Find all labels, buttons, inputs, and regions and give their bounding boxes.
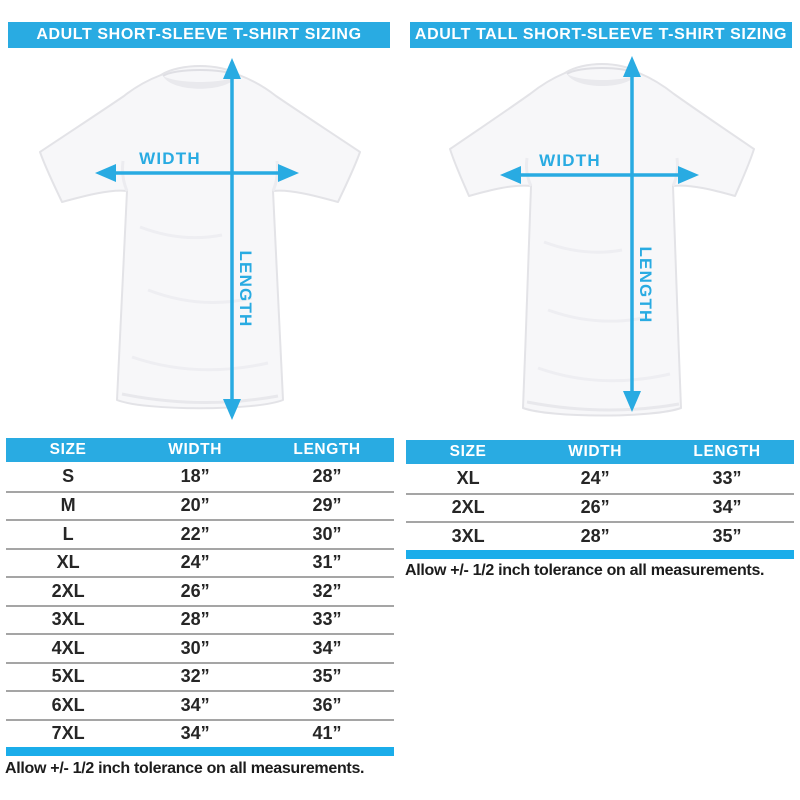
table-cell: 4XL	[51, 637, 85, 658]
tolerance-note: Allow +/- 1/2 inch tolerance on all measurements.	[5, 760, 365, 777]
table-row	[6, 662, 394, 691]
tolerance-note: Allow +/- 1/2 inch tolerance on all measurements.	[405, 562, 765, 579]
tshirt-shape	[40, 66, 360, 408]
table-cell: 26”	[180, 580, 210, 601]
table-cell: XL	[456, 467, 480, 488]
table-cell: M	[60, 495, 76, 516]
table-cell: 34”	[180, 694, 210, 715]
table-cell: 34”	[180, 723, 210, 744]
table-cell: XL	[56, 552, 80, 573]
width-label: WIDTH	[539, 151, 601, 170]
width-label: WIDTH	[139, 149, 201, 168]
table-cell: 18”	[180, 465, 210, 486]
table-cell: 28”	[580, 525, 610, 546]
tshirt-photo-regular	[10, 52, 390, 432]
table-row	[6, 719, 394, 748]
table-cell: 32”	[180, 666, 210, 687]
table-row	[406, 521, 794, 550]
table-body	[406, 464, 794, 550]
size-table-regular	[6, 438, 394, 756]
table-cell: 30”	[312, 523, 342, 544]
table-cell: 34”	[712, 497, 742, 518]
table-bottom-bar	[406, 550, 794, 559]
table-cell: 7XL	[51, 723, 85, 744]
table-cell: 24”	[580, 467, 610, 488]
table-cell: 5XL	[51, 666, 85, 687]
table-cell: 24”	[180, 552, 210, 573]
table-cell: 20”	[180, 495, 210, 516]
table-cell: 28”	[312, 465, 342, 486]
table-cell: 26”	[580, 497, 610, 518]
tshirt-photo-tall	[412, 52, 792, 436]
table-cell: 2XL	[51, 580, 85, 601]
table-cell: 31”	[312, 552, 342, 573]
table-cell: 3XL	[51, 609, 85, 630]
length-label: LENGTH	[236, 250, 255, 328]
column-header: WIDTH	[168, 441, 223, 458]
table-cell: 33”	[712, 467, 742, 488]
table-row	[6, 548, 394, 577]
table-row	[406, 493, 794, 522]
table-header-row	[6, 438, 394, 462]
table-cell: 22”	[180, 523, 210, 544]
table-row	[6, 462, 394, 491]
length-label: LENGTH	[636, 246, 655, 324]
tshirt-shape	[450, 64, 754, 416]
table-row	[6, 576, 394, 605]
table-cell: 2XL	[451, 497, 485, 518]
table-cell: 34”	[312, 637, 342, 658]
table-row	[406, 464, 794, 493]
table-row	[6, 690, 394, 719]
column-header: SIZE	[49, 441, 87, 458]
banner-adult-sizing: ADULT SHORT-SLEEVE T-SHIRT SIZING	[8, 22, 390, 48]
table-cell: L	[62, 523, 74, 544]
table-cell: 36”	[312, 694, 342, 715]
table-row	[6, 605, 394, 634]
table-row	[6, 491, 394, 520]
size-table-tall	[406, 440, 794, 559]
table-bottom-bar	[6, 747, 394, 756]
table-row	[6, 633, 394, 662]
table-cell: 28”	[180, 609, 210, 630]
table-cell: 32”	[312, 580, 342, 601]
table-body	[6, 462, 394, 747]
column-header: WIDTH	[568, 443, 623, 460]
table-cell: S	[62, 465, 75, 486]
table-header-row	[406, 440, 794, 464]
table-cell: 33”	[312, 609, 342, 630]
table-cell: 35”	[312, 666, 342, 687]
column-header: LENGTH	[293, 441, 361, 458]
table-cell: 3XL	[451, 525, 485, 546]
banner-adult-tall-sizing: ADULT TALL SHORT-SLEEVE T-SHIRT SIZING	[410, 22, 792, 48]
table-cell: 35”	[712, 525, 742, 546]
table-cell: 6XL	[51, 694, 85, 715]
column-header: SIZE	[449, 443, 487, 460]
table-cell: 41”	[312, 723, 342, 744]
table-cell: 30”	[180, 637, 210, 658]
table-row	[6, 519, 394, 548]
table-cell: 29”	[312, 495, 342, 516]
column-header: LENGTH	[693, 443, 761, 460]
